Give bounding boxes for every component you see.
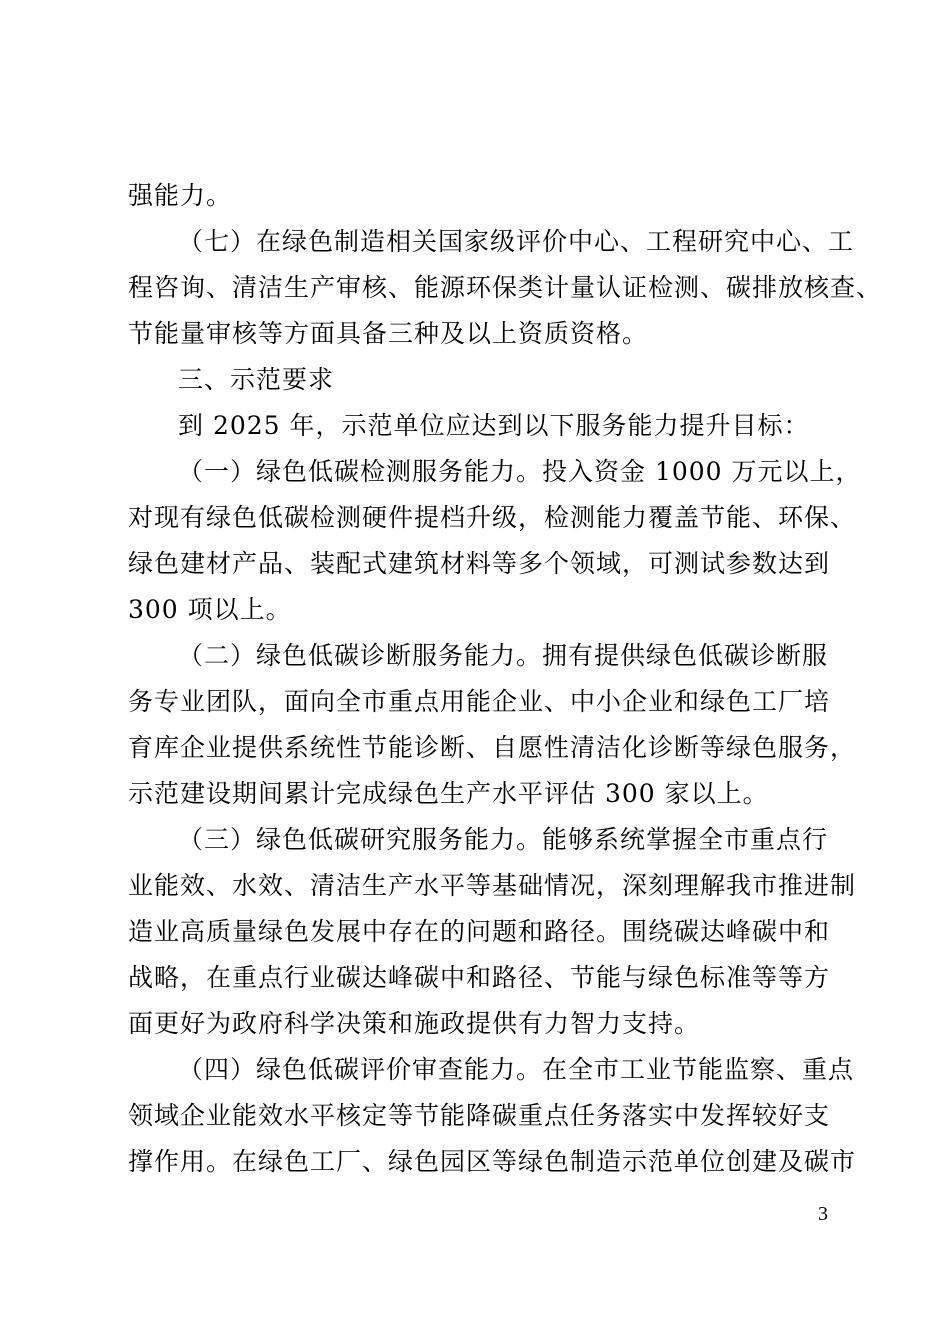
text-line: 面更好为政府科学决策和施政提供有力智力支持。 xyxy=(128,1009,701,1038)
text-line: （七）在绿色制造相关国家级评价中心、工程研究中心、工 xyxy=(178,227,855,256)
text-line: 领域企业能效水平核定等节能降碳重点任务落实中发挥较好支 xyxy=(128,1101,831,1130)
text-line: 示范建设期间累计完成绿色生产水平评估 300 家以上。 xyxy=(128,779,769,808)
text-line: （三）绿色低碳研究服务能力。能够系统掌握全市重点行 xyxy=(178,825,829,854)
text-line: （二）绿色低碳诊断服务能力。拥有提供绿色低碳诊断服 xyxy=(178,641,829,670)
text-line: 战略，在重点行业碳达峰碳中和路径、节能与绿色标准等等方 xyxy=(128,963,831,992)
text-line: 程咨询、清洁生产审核、能源环保类计量认证检测、碳排放核查、 xyxy=(128,273,883,302)
page-number: 3 xyxy=(818,1203,828,1225)
text-line: 对现有绿色低碳检测硬件提档升级，检测能力覆盖节能、环保、 xyxy=(128,503,857,532)
section-heading: 三、示范要求 xyxy=(178,365,335,394)
text-line: 300 项以上。 xyxy=(128,595,292,624)
text-line: 撑作用。在绿色工厂、绿色园区等绿色制造示范单位创建及碳市 xyxy=(128,1147,857,1176)
text-line: 绿色建材产品、装配式建筑材料等多个领域，可测试参数达到 xyxy=(128,549,831,578)
text-line: 节能量审核等方面具备三种及以上资质资格。 xyxy=(128,319,649,348)
text-line: 造业高质量绿色发展中存在的问题和路径。围绕碳达峰碳中和 xyxy=(128,917,831,946)
text-line: 务专业团队，面向全市重点用能企业、中小企业和绿色工厂培 xyxy=(128,687,831,716)
text-line: （四）绿色低碳评价审查能力。在全市工业节能监察、重点 xyxy=(178,1055,855,1084)
text-line: 到 2025 年，示范单位应达到以下服务能力提升目标： xyxy=(178,411,810,440)
text-line: （一）绿色低碳检测服务能力。投入资金 1000 万元以上， xyxy=(178,457,862,486)
text-line: 强能力。 xyxy=(128,181,233,210)
text-line: 业能效、水效、清洁生产水平等基础情况，深刻理解我市推进制 xyxy=(128,871,857,900)
text-line: 育库企业提供系统性节能诊断、自愿性清洁化诊断等绿色服务， xyxy=(128,733,857,762)
